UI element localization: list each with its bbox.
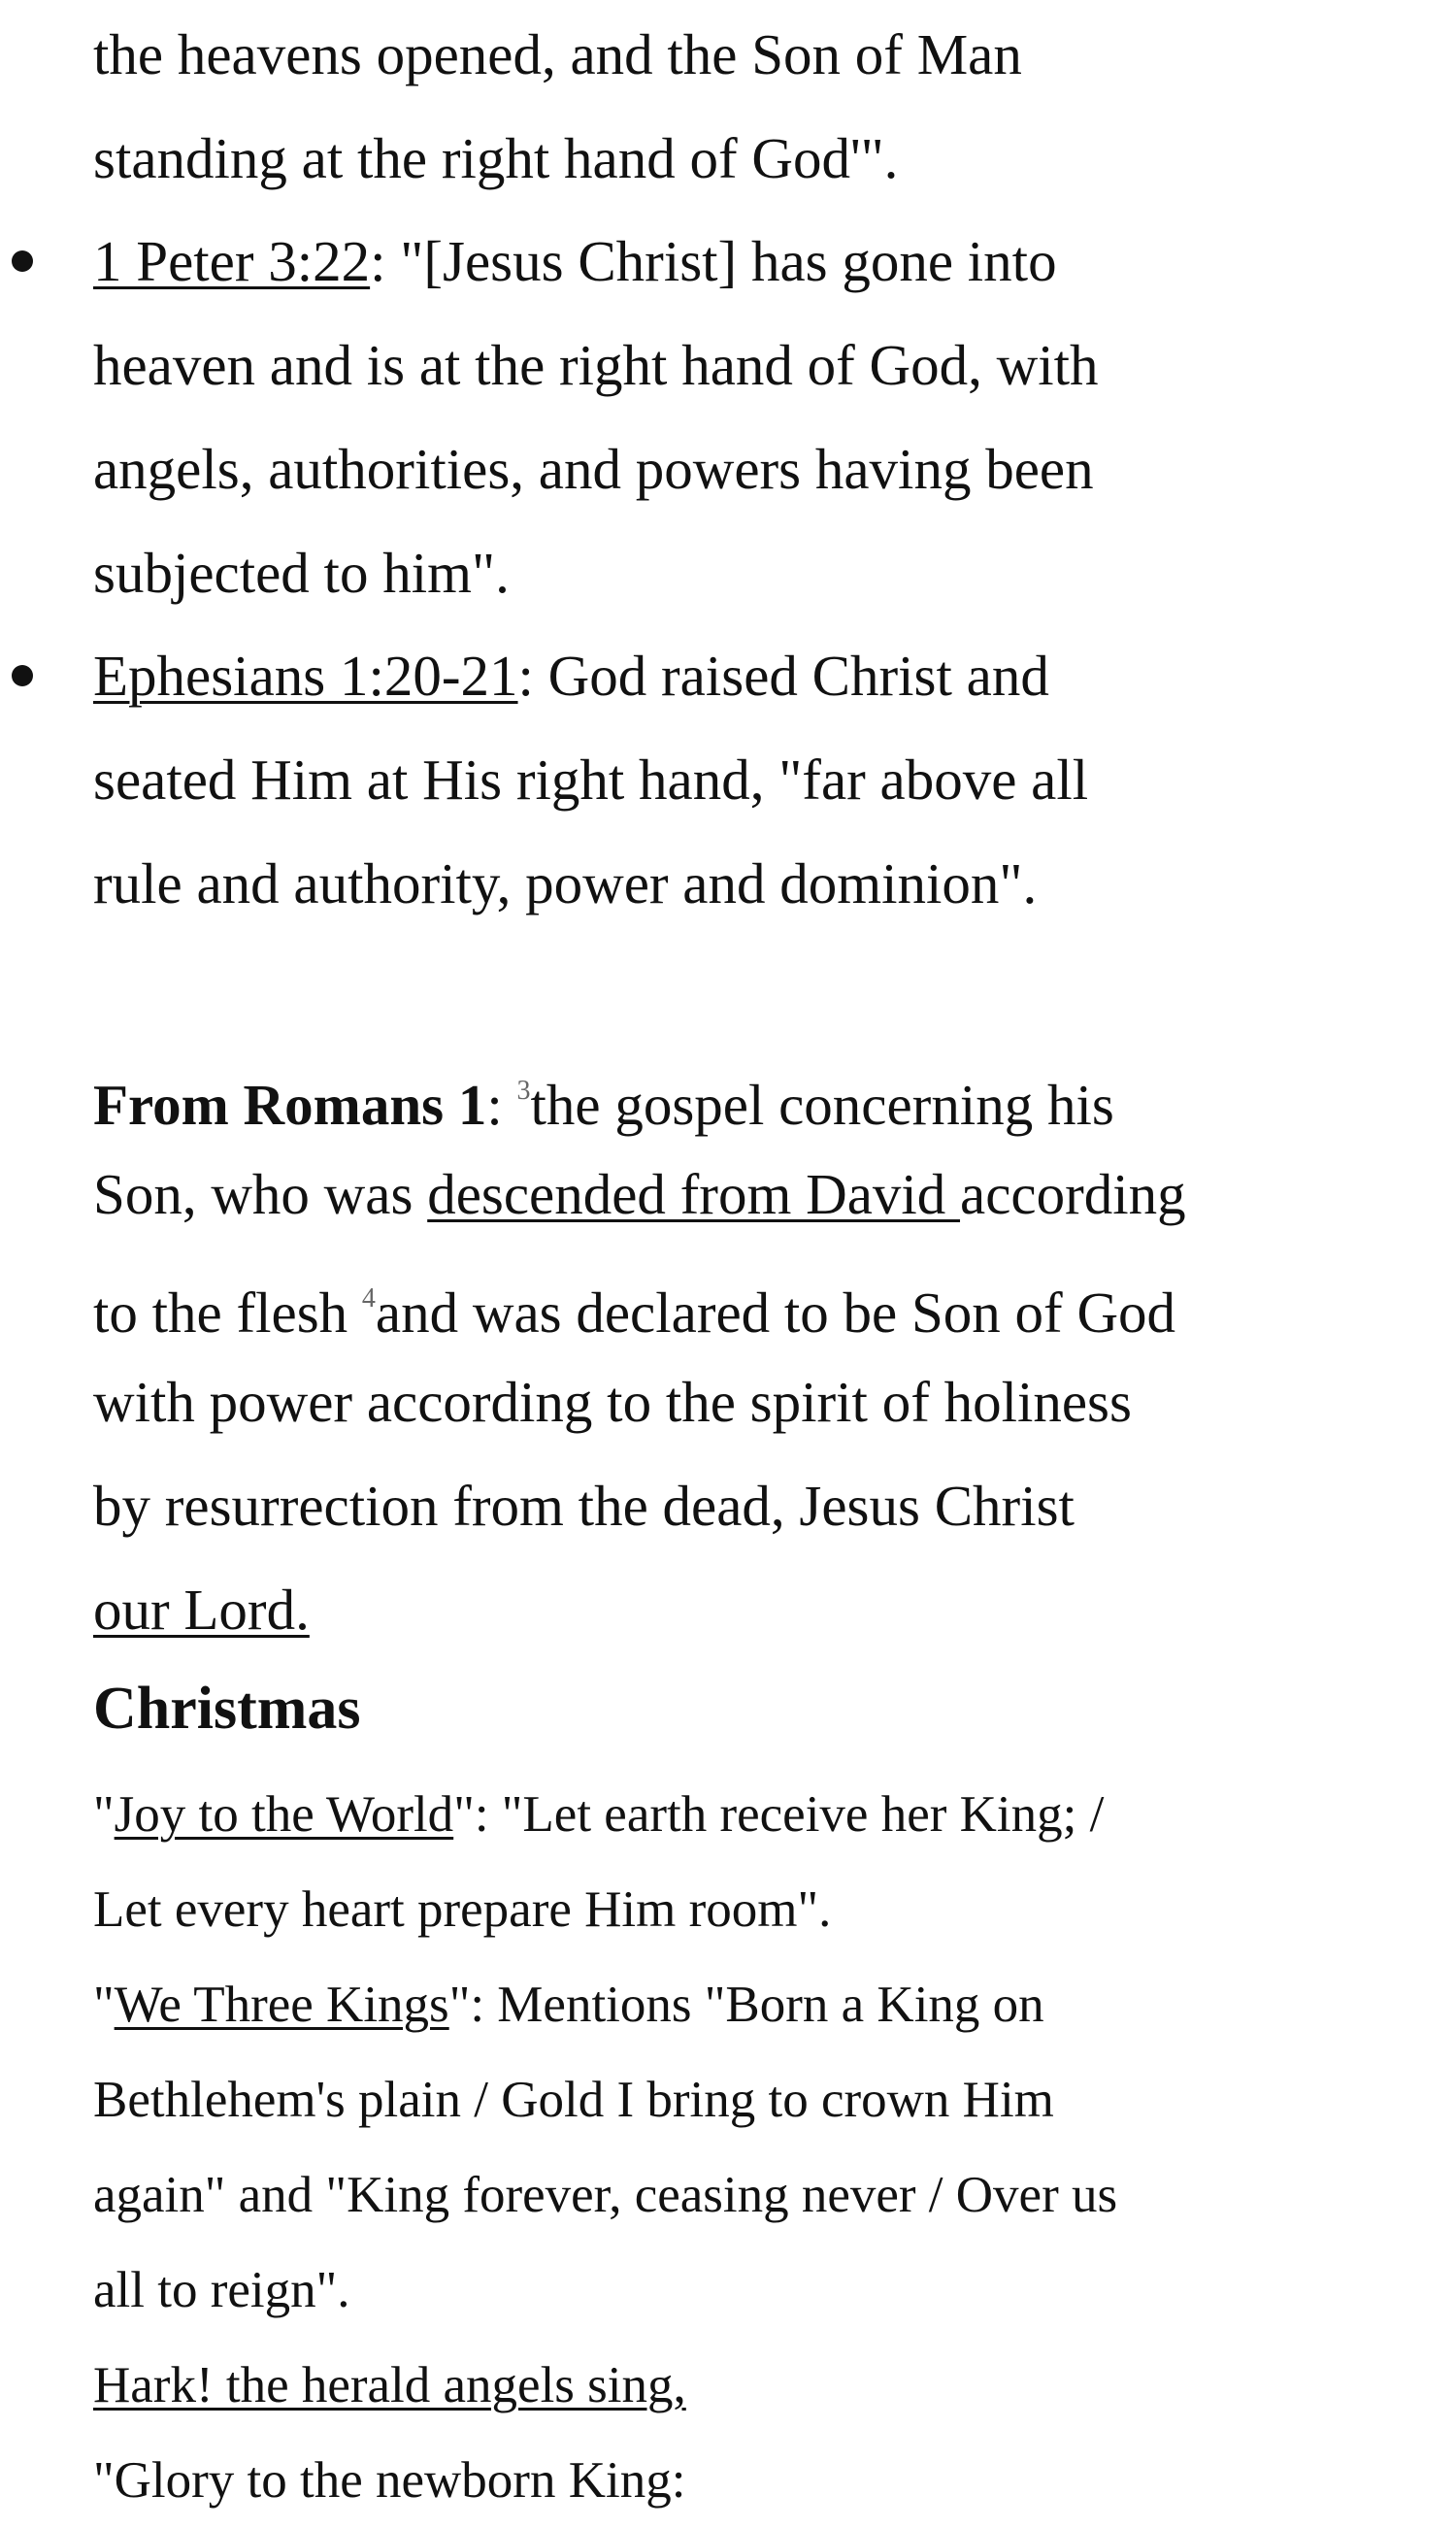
- text-span: ": [93, 1977, 115, 2033]
- text-line: standing at the right hand of God'".: [93, 126, 899, 190]
- text-span: to the flesh: [93, 1281, 362, 1345]
- text-line: "Glory to the newborn King:: [93, 2452, 686, 2509]
- bullet-icon: [12, 665, 33, 686]
- text-line: subjected to him".: [93, 541, 510, 605]
- text-span: the gospel concerning his: [530, 1073, 1114, 1137]
- text-line: angels, authorities, and powers having been: [93, 437, 1094, 501]
- hark-the-herald-link[interactable]: Hark! the herald angels sing,: [93, 2357, 686, 2413]
- section-heading-christmas: Christmas: [93, 1676, 361, 1742]
- list-item: [93, 210, 1057, 314]
- joy-to-the-world-link[interactable]: Joy to the World: [114, 1786, 454, 1843]
- text-line: [93, 1247, 1175, 1365]
- text-span: : God raised Christ and: [517, 644, 1049, 708]
- text-span: and was declared to be Son of God: [375, 1281, 1176, 1345]
- text-span: ": [93, 1786, 115, 1843]
- text-span: Son, who was: [93, 1162, 428, 1226]
- text-span: : "[Jesus Christ] has gone into: [370, 229, 1057, 293]
- text-line: by resurrection from the dead, Jesus Christ: [93, 1474, 1075, 1538]
- verse-number: 4: [361, 1283, 376, 1314]
- text-line: [93, 1767, 1104, 1862]
- descended-from-david-link[interactable]: descended from David: [427, 1162, 961, 1226]
- text-span: :: [486, 1073, 517, 1137]
- text-line: [93, 1143, 1186, 1247]
- text-line: Bethlehem's plain / Gold I bring to crown Him: [93, 2072, 1054, 2128]
- text-line: [93, 2338, 686, 2433]
- scripture-link-ephesians[interactable]: Ephesians 1:20-21: [93, 644, 518, 708]
- text-line: rule and authority, power and dominion".: [93, 851, 1038, 915]
- list-item: [93, 624, 1049, 728]
- text-line: heaven and is at the right hand of God, with: [93, 333, 1099, 397]
- text-line: all to reign".: [93, 2262, 350, 2318]
- our-lord-link[interactable]: our Lord.: [93, 1578, 310, 1642]
- text-line: the heavens opened, and the Son of Man: [93, 22, 1022, 86]
- text-line: [93, 1957, 1044, 2052]
- text-line: Let every heart prepare Him room".: [93, 1881, 832, 1938]
- text-line: again" and "King forever, ceasing never / Over us: [93, 2167, 1118, 2223]
- romans-paragraph: [93, 1039, 1114, 1157]
- bullet-icon: [12, 250, 33, 272]
- verse-number: 3: [516, 1076, 531, 1106]
- text-span: ": "Let earth receive her King; /: [453, 1786, 1105, 1843]
- text-span: according: [960, 1162, 1186, 1226]
- scripture-link-1-peter[interactable]: 1 Peter 3:22: [93, 229, 371, 293]
- we-three-kings-link[interactable]: We Three Kings: [114, 1977, 449, 2033]
- romans-label: From Romans 1: [93, 1073, 487, 1137]
- text-line: seated Him at His right hand, "far above all: [93, 748, 1089, 812]
- text-span: ": Mentions "Born a King on: [448, 1977, 1044, 2033]
- text-line: [93, 1558, 310, 1662]
- text-line: with power according to the spirit of holiness: [93, 1370, 1132, 1434]
